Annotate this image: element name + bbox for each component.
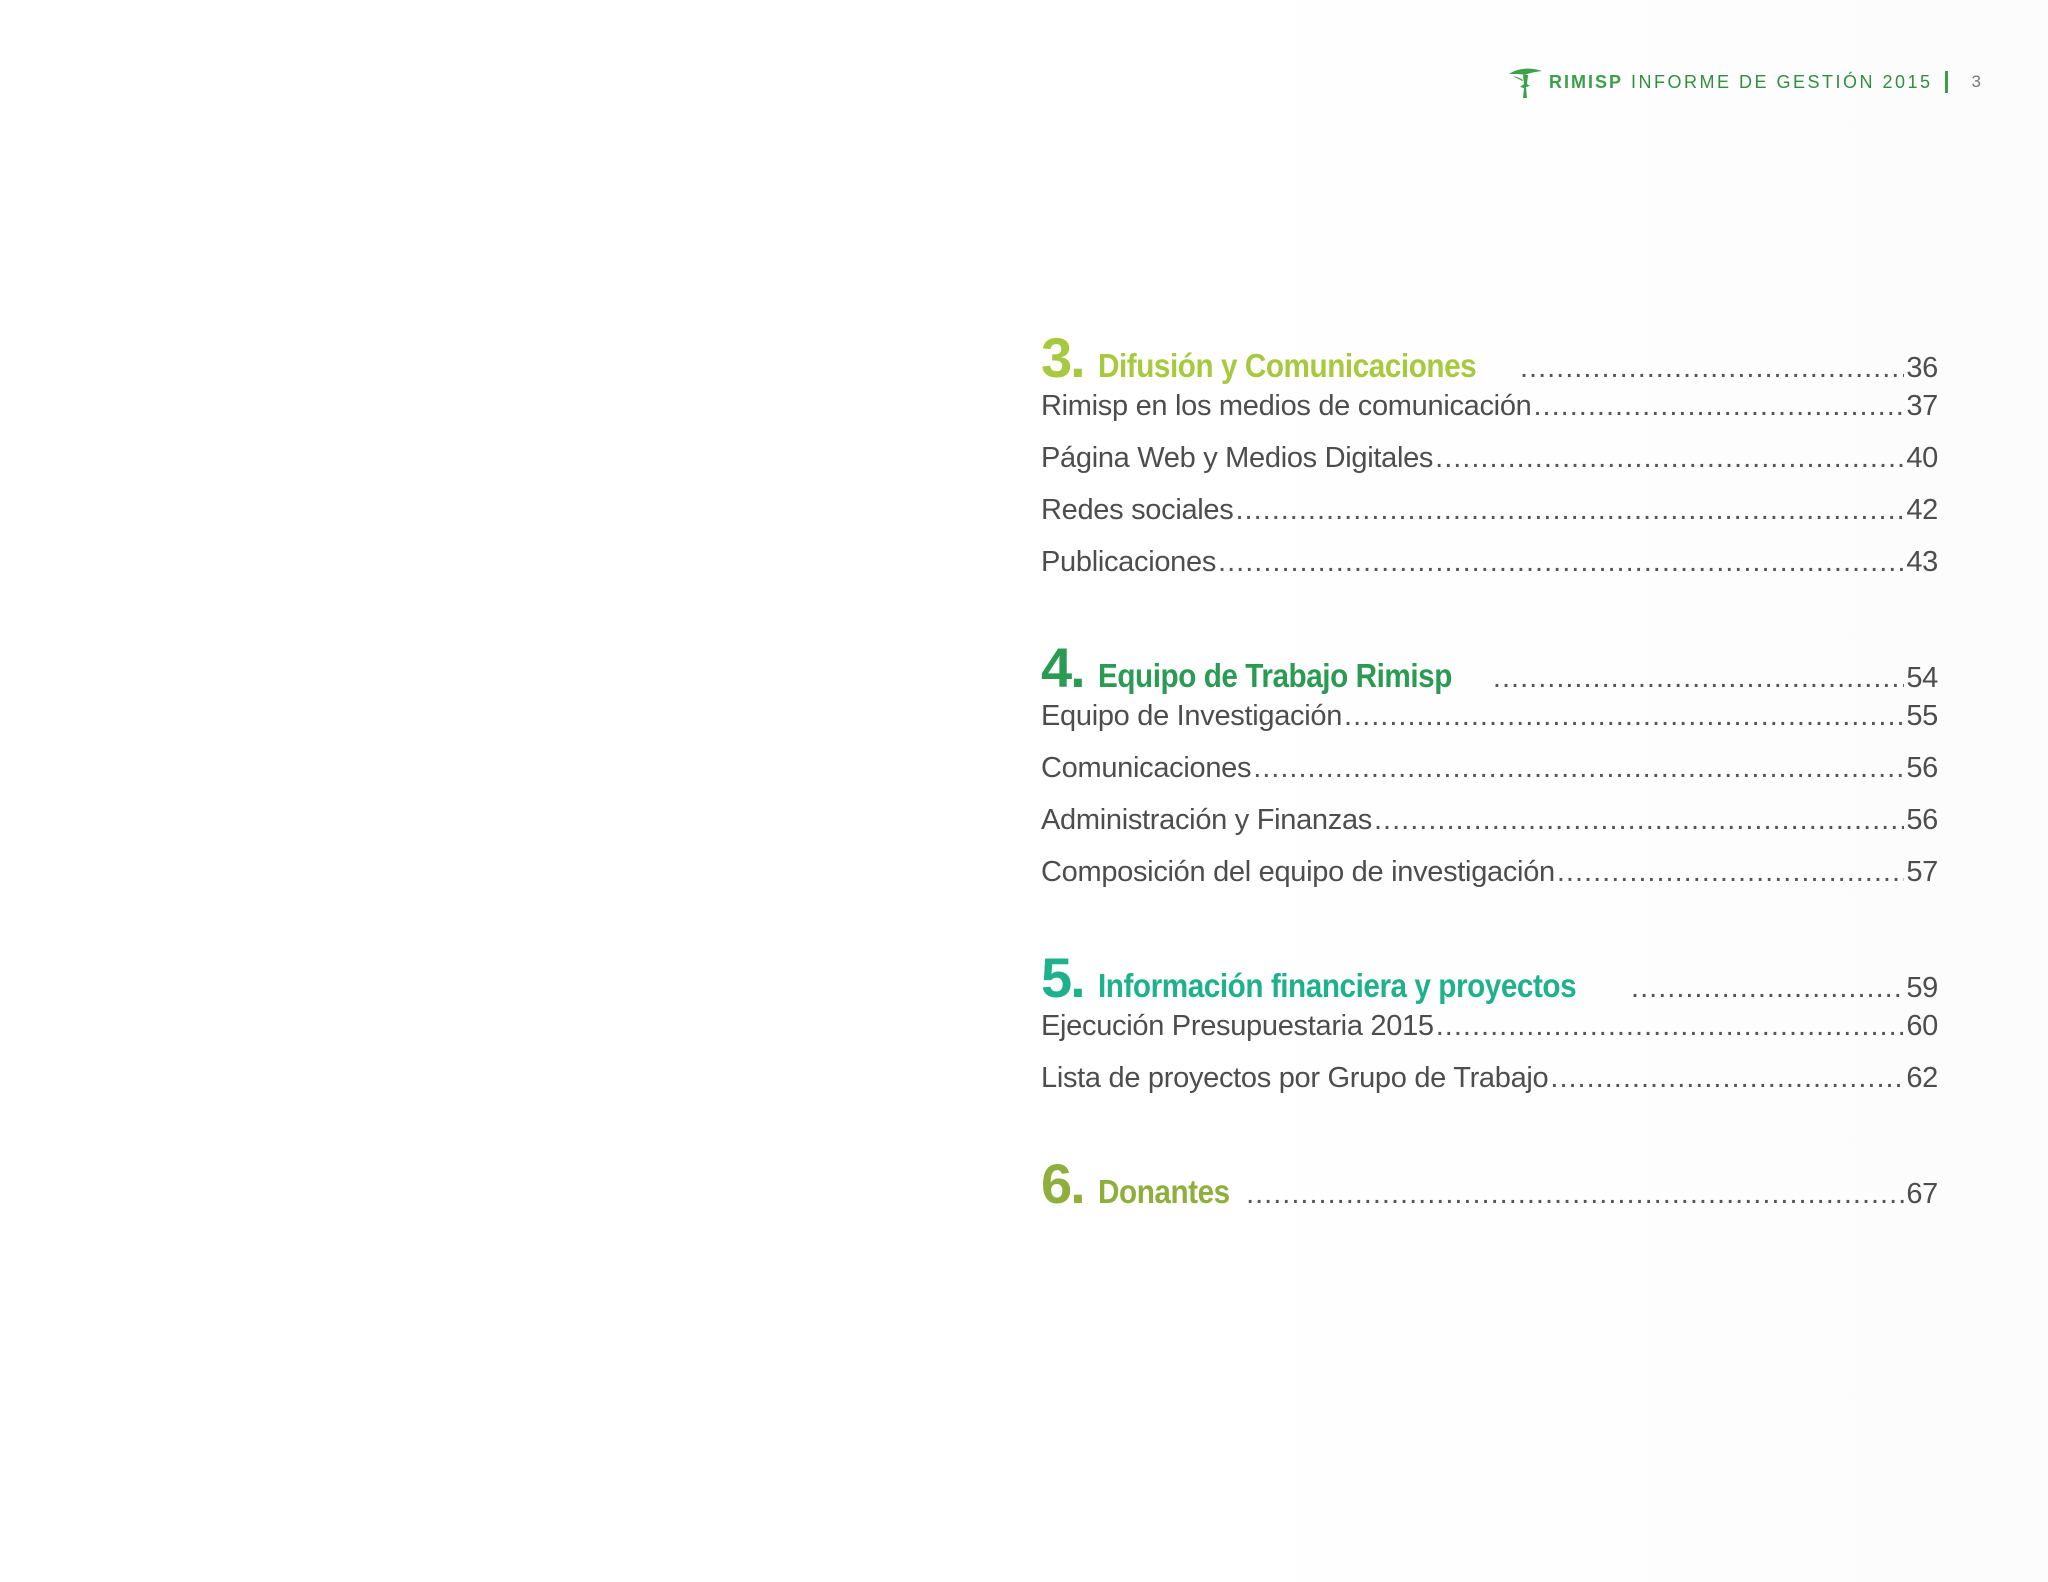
- entry-label: Rimisp en los medios de comunicación: [1041, 390, 1532, 422]
- toc-entry[interactable]: [1041, 390, 1938, 442]
- dot-leader: [1520, 352, 1904, 385]
- dot-leader: [1344, 700, 1904, 733]
- section-number: 5.: [1041, 946, 1084, 1009]
- entry-page: 56: [1906, 752, 1938, 784]
- section-title: Información financiera y proyectos: [1097, 967, 1576, 1004]
- toc-section-heading[interactable]: [1041, 636, 1938, 700]
- entry-label: Comunicaciones: [1041, 752, 1252, 784]
- section-title: Donantes: [1097, 1173, 1230, 1210]
- entry-page: 62: [1906, 1062, 1938, 1094]
- entry-label: Administración y Finanzas: [1041, 804, 1372, 836]
- toc-entry[interactable]: [1041, 494, 1938, 546]
- tree-logo-icon: [1505, 62, 1545, 102]
- dot-leader: [1435, 442, 1904, 475]
- section-page: 36: [1906, 352, 1938, 384]
- toc-entry[interactable]: [1041, 546, 1938, 598]
- header-divider: [1945, 71, 1948, 93]
- entry-label: Equipo de Investigación: [1041, 700, 1343, 732]
- toc-entry[interactable]: [1041, 752, 1938, 804]
- entry-page: 42: [1906, 494, 1938, 526]
- dot-leader: [1557, 856, 1904, 889]
- toc-entry[interactable]: [1041, 1062, 1938, 1114]
- toc-entry[interactable]: [1041, 700, 1938, 752]
- entry-page: 40: [1906, 442, 1938, 474]
- dot-leader: [1436, 1010, 1905, 1043]
- toc-entry[interactable]: [1041, 442, 1938, 494]
- entry-label: Página Web y Medios Digitales: [1041, 442, 1434, 474]
- report-title: INFORME DE GESTIÓN 2015: [1630, 71, 1933, 92]
- section-title: Difusión y Comunicaciones: [1097, 347, 1476, 384]
- toc-section-heading[interactable]: [1041, 326, 1938, 390]
- entry-page: 55: [1906, 700, 1938, 732]
- dot-leader: [1533, 390, 1904, 423]
- entry-page: 57: [1906, 856, 1938, 888]
- toc-entry[interactable]: [1041, 804, 1938, 856]
- entry-page: 43: [1906, 546, 1938, 578]
- toc-section-4: [1041, 636, 1938, 908]
- entry-page: 37: [1906, 390, 1938, 422]
- dot-leader: [1253, 752, 1904, 785]
- toc-section-6: [1041, 1152, 1938, 1216]
- dot-leader: [1631, 972, 1904, 1005]
- dot-leader: [1374, 804, 1904, 837]
- entry-label: Composición del equipo de investigación: [1041, 856, 1555, 888]
- dot-leader: [1493, 662, 1904, 695]
- entry-page: 56: [1906, 804, 1938, 836]
- toc-section-5: [1041, 946, 1938, 1114]
- entry-label: Lista de proyectos por Grupo de Trabajo: [1041, 1062, 1549, 1094]
- section-page: 67: [1906, 1178, 1938, 1210]
- toc-entry[interactable]: [1041, 856, 1938, 908]
- section-number: 3.: [1041, 326, 1084, 389]
- entry-page: 60: [1906, 1010, 1938, 1042]
- section-page: 59: [1906, 972, 1938, 1004]
- page-number: 3: [1971, 72, 1982, 91]
- entry-label: Publicaciones: [1041, 546, 1217, 578]
- section-number: 4.: [1041, 636, 1084, 699]
- toc-section-heading[interactable]: [1041, 1152, 1938, 1216]
- section-title: Equipo de Trabajo Rimisp: [1097, 657, 1452, 694]
- table-of-contents: [1041, 326, 1938, 1258]
- entry-label: Redes sociales: [1041, 494, 1234, 526]
- toc-section-heading[interactable]: [1041, 946, 1938, 1010]
- dot-leader: [1550, 1062, 1904, 1095]
- brand-name: RIMISP: [1548, 71, 1623, 92]
- dot-leader: [1246, 1178, 1904, 1211]
- dot-leader: [1218, 546, 1904, 579]
- section-number: 6.: [1041, 1152, 1084, 1215]
- dot-leader: [1235, 494, 1904, 527]
- toc-section-3: [1041, 326, 1938, 598]
- section-page: 54: [1906, 662, 1938, 694]
- page-header: [1505, 62, 1982, 102]
- entry-label: Ejecución Presupuestaria 2015: [1041, 1010, 1434, 1042]
- toc-entry[interactable]: [1041, 1010, 1938, 1062]
